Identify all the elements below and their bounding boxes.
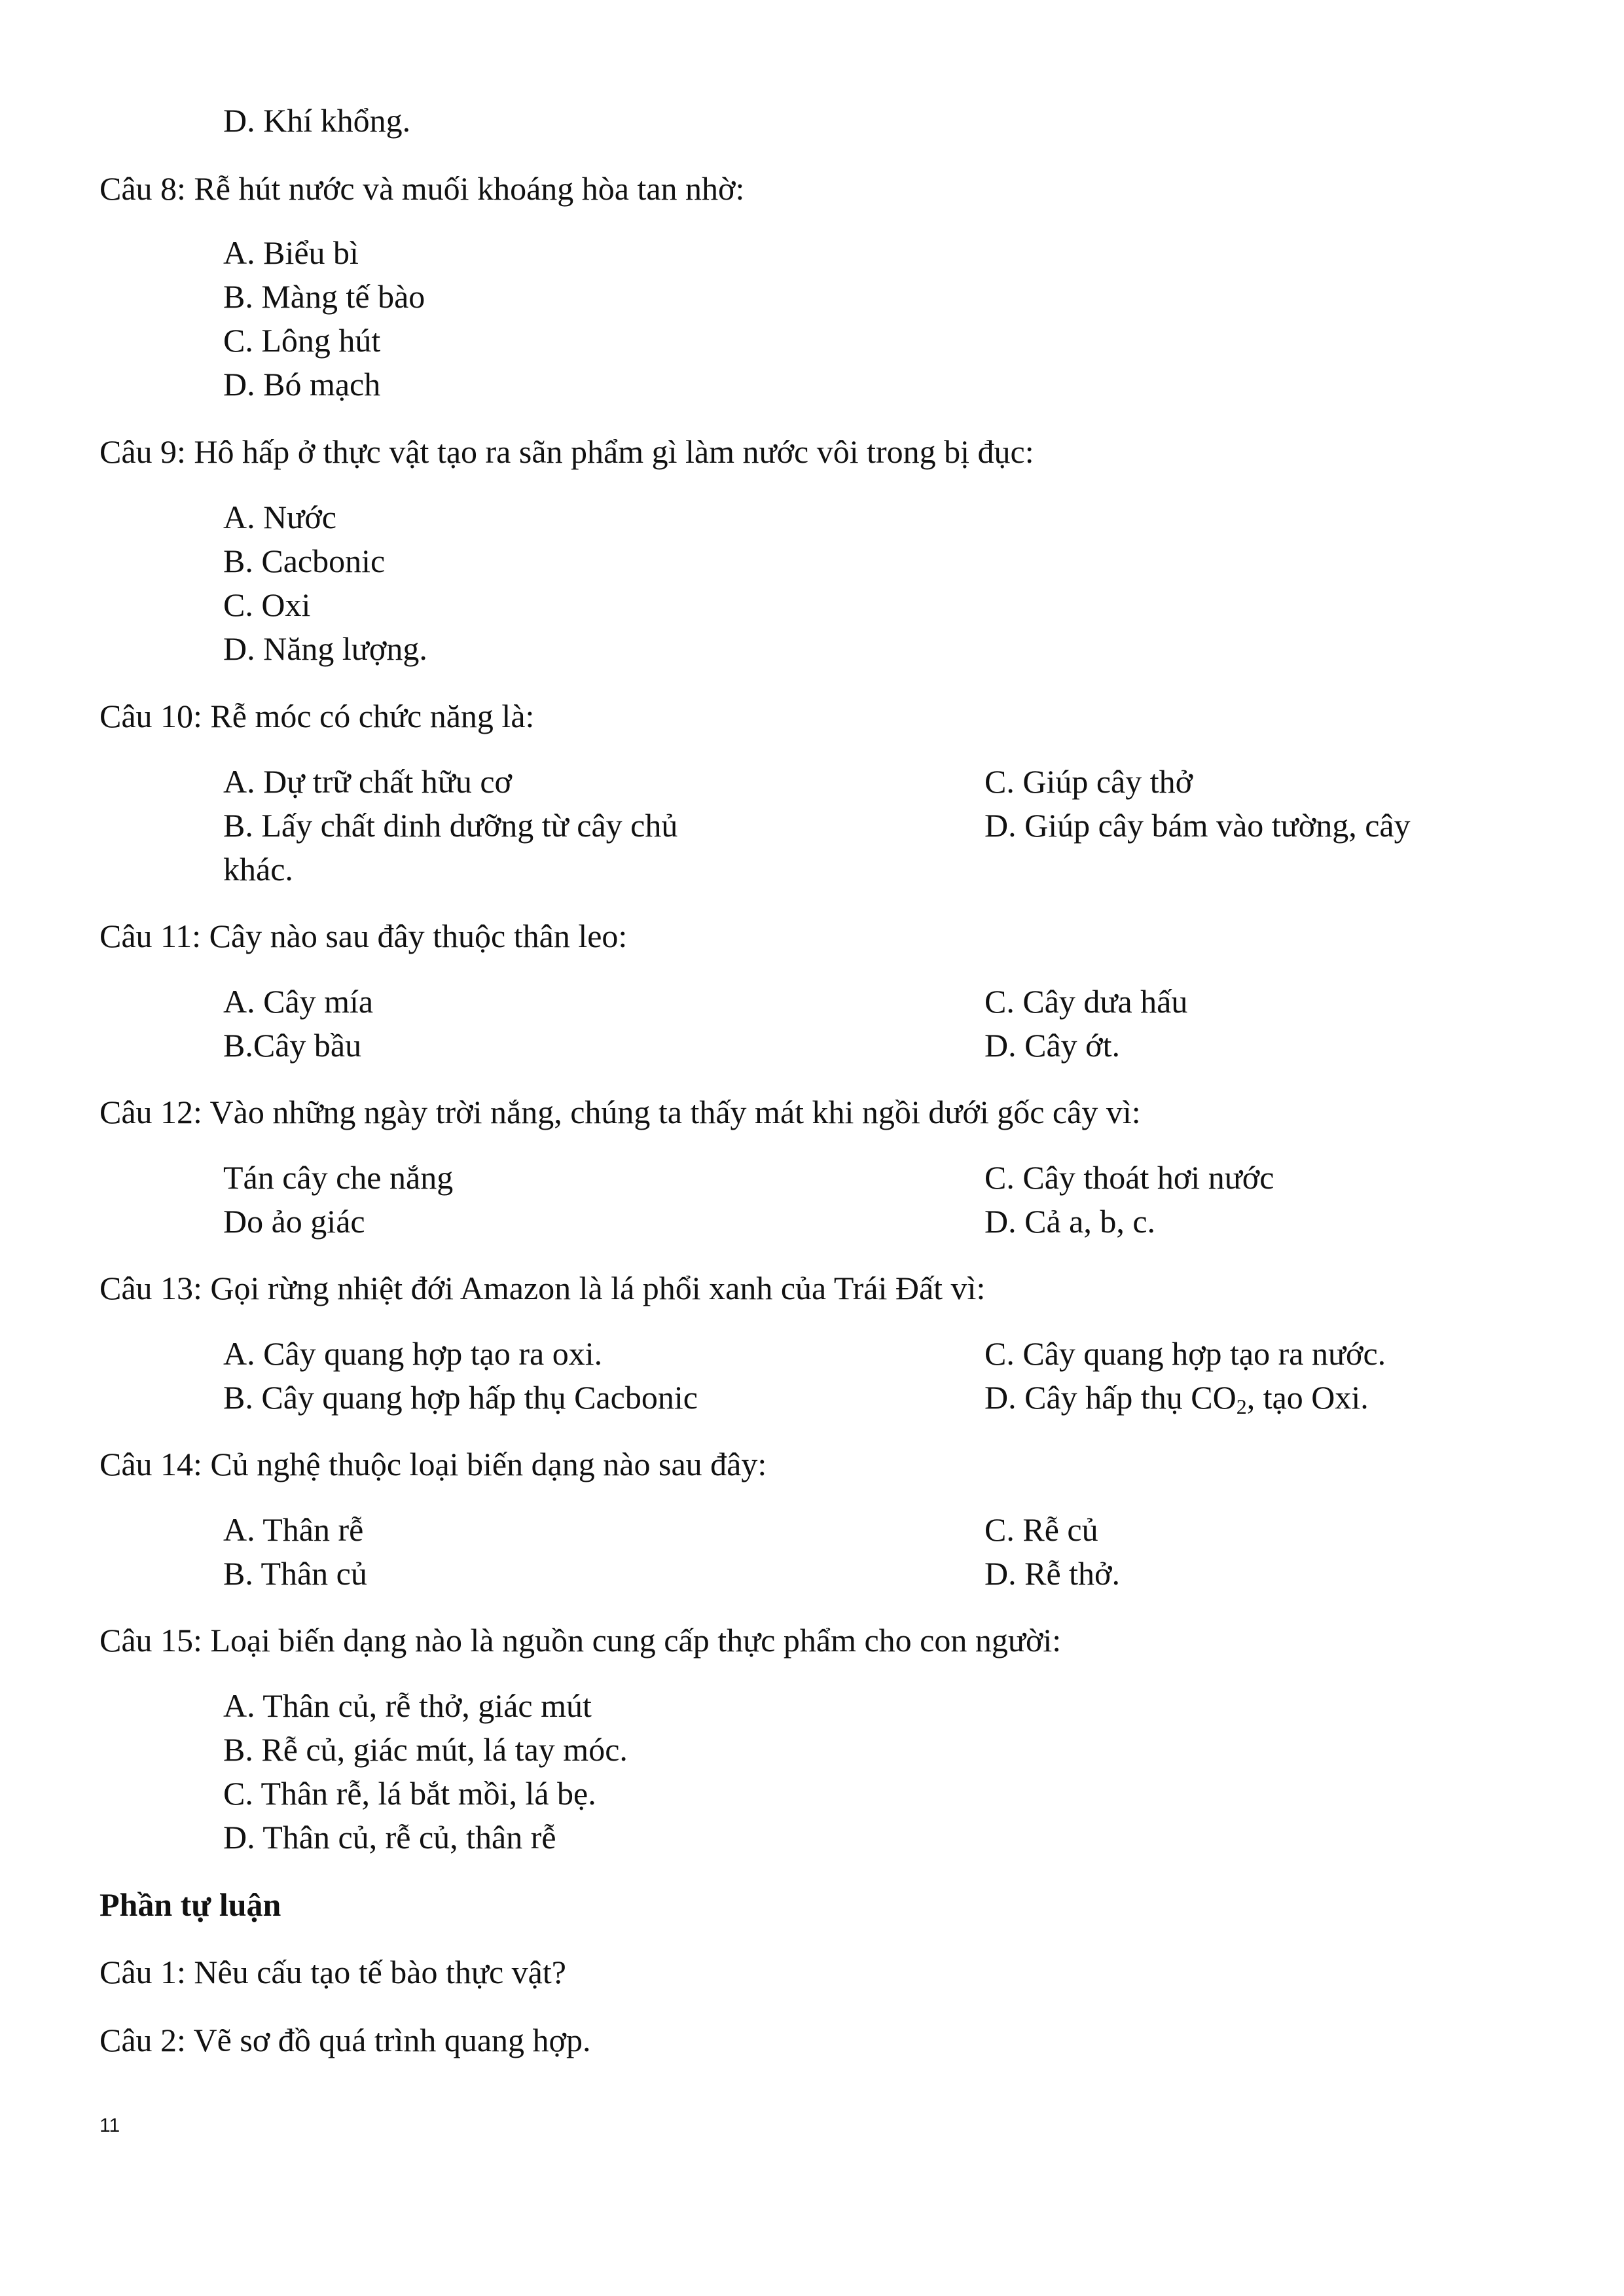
q10-stem: Câu 10: Rễ móc có chức năng là: (99, 698, 535, 734)
q14-option-a: A. Thân rễ (223, 1511, 364, 1548)
q8-option-d: D. Bó mạch (223, 366, 381, 403)
q9-stem: Câu 9: Hô hấp ở thực vật tạo ra sãn phẩm gì làm nước vôi trong bị đục: (99, 433, 1034, 470)
q15-option-b: B. Rễ củ, giác mút, lá tay móc. (223, 1731, 628, 1768)
q15-option-c: C. Thân rễ, lá bắt mồi, lá bẹ. (223, 1775, 596, 1812)
essay-question-1: Câu 1: Nêu cấu tạo tế bào thực vật? (99, 1954, 566, 1990)
q13-option-c: C. Cây quang hợp tạo ra nước. (984, 1335, 1386, 1372)
q12-option-a: Tán cây che nắng (223, 1159, 454, 1196)
essay-question-2: Câu 2: Vẽ sơ đồ quá trình quang hợp. (99, 2022, 591, 2058)
q12-stem: Câu 12: Vào những ngày trời nắng, chúng ta thấy mát khi ngồi dưới gốc cây vì: (99, 1094, 1141, 1130)
q10-option-a: A. Dự trữ chất hữu cơ (223, 763, 512, 800)
q13-option-d-subscript: 2 (1236, 1395, 1247, 1418)
essay-heading: Phần tự luận (99, 1886, 281, 1923)
q12-option-d: D. Cả a, b, c. (984, 1203, 1156, 1240)
q9-option-c: C. Oxi (223, 586, 311, 623)
q10-option-b-line1: B. Lấy chất dinh dưỡng từ cây chủ (223, 807, 678, 844)
q12-option-b: Do ảo giác (223, 1203, 365, 1240)
page-number: 11 (99, 2115, 120, 2136)
q13-option-d-suffix: , tạo Oxi. (1246, 1379, 1369, 1416)
q13-stem: Câu 13: Gọi rừng nhiệt đới Amazon là lá phổi xanh của Trái Đất vì: (99, 1270, 986, 1306)
q7-option-d: D. Khí khổng. (223, 102, 411, 139)
q14-option-d: D. Rễ thở. (984, 1555, 1120, 1592)
q10-option-d: D. Giúp cây bám vào tường, cây (984, 807, 1411, 844)
q11-option-d: D. Cây ớt. (984, 1027, 1120, 1064)
q9-option-a: A. Nước (223, 499, 336, 535)
q11-stem: Câu 11: Cây nào sau đây thuộc thân leo: (99, 918, 628, 954)
q11-option-a: A. Cây mía (223, 983, 374, 1020)
q11-option-c: C. Cây dưa hấu (984, 983, 1188, 1020)
q13-option-b: B. Cây quang hợp hấp thụ Cacbonic (223, 1379, 698, 1416)
q15-stem: Câu 15: Loại biến dạng nào là nguồn cung cấp thực phẩm cho con người: (99, 1622, 1062, 1659)
q11-option-b: B.Cây bầu (223, 1027, 362, 1064)
q15-option-a: A. Thân củ, rễ thở, giác mút (223, 1687, 592, 1724)
q10-option-c: C. Giúp cây thở (984, 763, 1193, 800)
q8-option-c: C. Lông hút (223, 322, 381, 359)
q8-stem: Câu 8: Rễ hút nước và muối khoáng hòa tan nhờ: (99, 170, 745, 207)
q10-option-b-line2: khác. (223, 851, 293, 888)
q12-option-c: C. Cây thoát hơi nước (984, 1159, 1274, 1196)
q14-option-c: C. Rễ củ (984, 1511, 1098, 1548)
q13-option-d-prefix: D. Cây hấp thụ CO (984, 1379, 1236, 1416)
q13-option-d (984, 1376, 1369, 1418)
q8-option-a: A. Biểu bì (223, 234, 359, 271)
q13-option-a: A. Cây quang hợp tạo ra oxi. (223, 1335, 603, 1372)
q14-stem: Câu 14: Củ nghệ thuộc loại biến dạng nào sau đây: (99, 1446, 767, 1482)
q14-option-b: B. Thân củ (223, 1555, 367, 1592)
q15-option-d: D. Thân củ, rễ củ, thân rễ (223, 1819, 556, 1856)
q9-option-d: D. Năng lượng. (223, 630, 427, 667)
q9-option-b: B. Cacbonic (223, 543, 386, 579)
q8-option-b: B. Màng tế bào (223, 278, 425, 315)
